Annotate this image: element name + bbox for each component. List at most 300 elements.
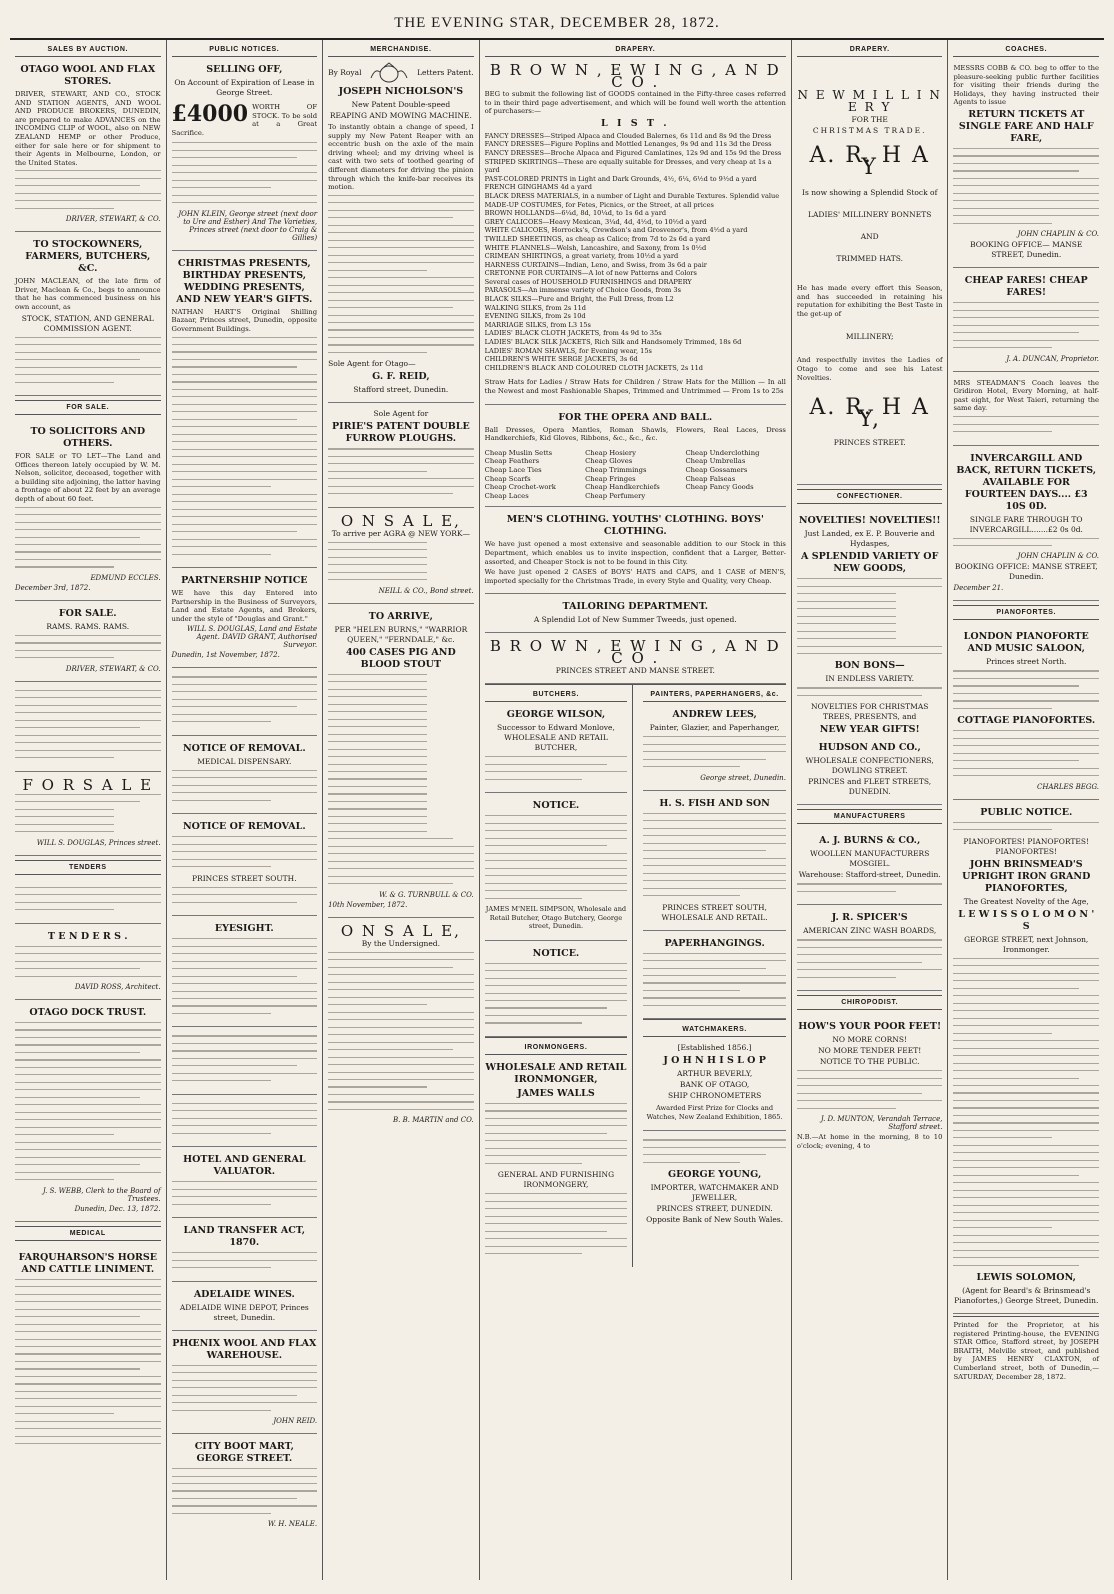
advert-body: We have just opened a most extensive and seasonable addition to our Stock in this Department, which enables us to invite inspection, confident that a Larger, Better-assorted, and Cheaper Stock is not to be found in this City. bbox=[484, 540, 786, 566]
advert-subtitle: L I S T . bbox=[600, 117, 670, 129]
advert-title: NOTICE OF REMOVAL. bbox=[182, 821, 306, 833]
advert-title: F O R S A L E bbox=[22, 775, 154, 794]
advert-title: Sole Agent for bbox=[373, 409, 429, 419]
cheap-goods-cell: Cheap Umbrellas bbox=[685, 457, 746, 466]
advert-title: COTTAGE PIANOFORTES. bbox=[957, 715, 1096, 727]
column-heading: COACHES. bbox=[953, 40, 1099, 57]
column-sales-by-auction bbox=[10, 40, 167, 1580]
advert-burns-woollen bbox=[797, 828, 943, 905]
advert-title: WHOLESALE AND RETAIL IRONMONGER, bbox=[485, 1061, 627, 1085]
section-heading-for-sale: FOR SALE. bbox=[15, 400, 161, 415]
advert-invercargill bbox=[953, 446, 1099, 602]
text-lines bbox=[953, 670, 1099, 709]
text-lines bbox=[15, 794, 161, 833]
text-lines bbox=[172, 938, 318, 1014]
advert-title: HOTEL AND GENERAL VALUATOR. bbox=[183, 1154, 306, 1178]
advert-booking-office: BOOKING OFFICE— MANSE STREET, Dunedin. bbox=[970, 240, 1083, 260]
text-lines bbox=[953, 730, 1099, 776]
text-lines bbox=[953, 416, 1099, 432]
advert-body: FOR SALE or TO LET—The Land and Offices thereon lately occupied by W. M. Nelson, solicitor, deceased, together with a building site adjoining, the latter having a frontage of about 22 feet by an average depth of about 60 feet. bbox=[15, 452, 161, 503]
advert-selling-off bbox=[172, 57, 318, 251]
advert-brown-ewing-footer bbox=[485, 633, 786, 684]
advert-body: MESSRS COBB & CO. beg to offer to the pleasure-seeking public further facilities for visiting their friends during the Holidays, they having instructed their Agents to issue bbox=[953, 64, 1100, 107]
advert-james-walls bbox=[485, 1055, 628, 1267]
advert-subtitle: Painter, Glazier, and Paperhanger, bbox=[649, 723, 780, 733]
advert-medical-dispensary bbox=[172, 736, 318, 814]
advert-title: B R O W N , E W I N G , A N D C O . bbox=[489, 61, 781, 91]
advert-title: J. R. SPICER'S bbox=[831, 912, 908, 924]
advert-title: CHRISTMAS PRESENTS, BIRTHDAY PRESENTS, WEDDING PRESENTS, AND NEW YEAR'S GIFTS. bbox=[176, 257, 313, 305]
advert-signature: LEWIS SOLOMON, bbox=[976, 1272, 1076, 1284]
cheap-goods-cell: Cheap Falseas bbox=[685, 474, 736, 483]
text-lines bbox=[172, 1468, 318, 1514]
advert-subtitle: Just Landed, ex E. P. Bouverie and Hydaspes, bbox=[804, 529, 935, 549]
goods-list-item: LADIES' BLACK SILK JACKETS, Rich Silk and Handsomely Trimmed, 18s 6d bbox=[484, 338, 742, 347]
advert-subtitle: PIANOFORTES! PIANOFORTES! PIANOFORTES! bbox=[963, 836, 1090, 856]
text-lines bbox=[328, 674, 474, 885]
advert-body: We have just opened 2 CASES of BOYS' HATS and CAPS, and 1 CASE of MEN'S, imported specially for the Christmas Trade, in every Style and Quality, very Cheap. bbox=[484, 568, 786, 585]
advert-signature: WILL S. DOUGLAS, Princes street. bbox=[36, 838, 161, 847]
advert-title: TO SOLICITORS AND OTHERS. bbox=[30, 426, 146, 450]
advert-fish-and-son bbox=[643, 791, 786, 931]
advert-subtitle: NOVELTIES FOR CHRISTMAS TREES, PRESENTS, and bbox=[810, 702, 929, 722]
royal-crest-icon bbox=[367, 62, 411, 84]
advert-subtitle: To arrive per AGRA @ NEW YORK— bbox=[331, 528, 471, 538]
butchers-painters-section bbox=[485, 684, 786, 1266]
section-heading-pianofortes: PIANOFORTES. bbox=[953, 605, 1099, 620]
goods-list-item: BLACK DRESS MATERIALS, in a number of Light and Durable Textures. Splendid value bbox=[484, 191, 780, 200]
advert-subtitle: MEDICAL DISPENSARY. bbox=[197, 756, 292, 766]
advert-wool-flax-stores bbox=[15, 57, 161, 232]
price-figure: £4000 bbox=[171, 101, 249, 127]
advert-subtitle: STOCK, STATION, AND GENERAL COMMISSION AGENT. bbox=[21, 313, 154, 333]
cheap-goods-cell: Cheap Underclothing bbox=[685, 448, 760, 457]
advert-liniment bbox=[15, 1245, 161, 1457]
text-lines bbox=[797, 939, 943, 978]
text-lines bbox=[797, 687, 943, 696]
cheap-goods-cell: Cheap Lace Ties bbox=[484, 465, 542, 474]
advert-tailoring bbox=[485, 594, 786, 633]
advert-address: Opposite Bank of New South Wales. bbox=[646, 1215, 784, 1225]
text-lines bbox=[797, 883, 943, 892]
column-heading: MERCHANDISE. bbox=[328, 40, 474, 57]
advert-monumental-works bbox=[172, 668, 318, 735]
advert-signature: DRIVER, STEWART, & CO. bbox=[65, 215, 161, 224]
advert-subtitle: PRINCES STREET SOUTH. bbox=[192, 873, 297, 883]
advert-subtitle: PRINCES STREET AND MANSE STREET. bbox=[555, 666, 715, 676]
text-lines bbox=[172, 1181, 318, 1205]
cheap-goods-cell: Cheap Perfumery bbox=[585, 491, 646, 500]
advert-subtitle: CHRISTMAS TRADE. bbox=[812, 126, 927, 135]
patent-label: Letters Patent. bbox=[417, 68, 474, 77]
advert-name: A. R. H A Y, bbox=[809, 395, 930, 433]
advert-title: PHŒNIX WOOL AND FLAX WAREHOUSE. bbox=[172, 1337, 317, 1361]
goods-list-item: FRENCH GINGHAMS 4d a yard bbox=[484, 183, 593, 192]
advert-title: PAPERHANGINGS. bbox=[664, 937, 765, 949]
advert-to-arrive-turnbull bbox=[328, 604, 474, 918]
advert-subtitle: Warehouse: Stafford-street, Dunedin. bbox=[798, 870, 941, 880]
goods-list-item: CRIMEAN SHIRTINGS, a great variety, from 10½d a yard bbox=[484, 252, 679, 261]
advert-signature: JOHN CHAPLIN & CO. bbox=[1017, 552, 1100, 561]
cheap-goods-row bbox=[485, 475, 786, 484]
text-lines bbox=[172, 770, 318, 801]
advert-stockowners bbox=[15, 232, 161, 396]
goods-list-item: EVENING SILKS, from 2s 10d bbox=[484, 312, 586, 321]
advert-title: NOTICE. bbox=[532, 947, 580, 959]
advert-george-young bbox=[643, 1131, 786, 1232]
cheap-goods-cell: Cheap Gloves bbox=[585, 457, 633, 466]
advert-subtitle: A Splendid Lot of New Summer Tweeds, just opened. bbox=[533, 615, 737, 625]
advert-date: December 3rd, 1872. bbox=[15, 583, 91, 592]
section-heading-tenders: TENDERS bbox=[15, 860, 161, 875]
advert-title: PARTNERSHIP NOTICE bbox=[181, 575, 308, 587]
advert-clothing bbox=[485, 507, 786, 594]
goods-list-item: TWILLED SHEETINGS, as cheap as Calico; from 7d to 2s 6d a yard bbox=[484, 234, 711, 243]
column-merchandise bbox=[323, 40, 480, 1580]
advert-signature: NEILL & CO., Bond street. bbox=[378, 586, 474, 595]
goods-list-item: WHITE FLANNELS—Welsh, Lancashire, and Saxony, from 1s 0½d bbox=[484, 243, 707, 252]
advert-body: Ball Dresses, Opera Mantles, Roman Shawls, Flowers, Real Laces, Dress Handkerchiefs, Kid Gloves, Ribbons, &c., &c., &c. bbox=[484, 425, 786, 443]
advert-subtitle: NO MORE CORNS! bbox=[832, 1035, 908, 1045]
advert-subtitle: RAMS. RAMS. RAMS. bbox=[46, 621, 130, 631]
advert-subtitle: ARTHUR BEVERLY, bbox=[676, 1069, 753, 1079]
text-lines bbox=[953, 822, 1099, 831]
advert-subtitle: JAMES WALLS bbox=[517, 1087, 595, 1099]
cheap-goods-cell: Cheap Trimmings bbox=[585, 465, 647, 474]
advert-title: NOTICE OF REMOVAL. bbox=[182, 742, 306, 754]
advert-signature: G. F. REID, bbox=[372, 371, 430, 383]
advert-title: OTAGO DOCK TRUST. bbox=[29, 1006, 147, 1018]
advert-title: JOSEPH NICHOLSON'S bbox=[338, 86, 464, 97]
advert-title: LONDON PIANOFORTE AND MUSIC SALOON, bbox=[963, 631, 1089, 655]
advert-subtitle: PRINCES STREET, DUNEDIN. bbox=[656, 1204, 773, 1214]
column-heading: WATCHMAKERS. bbox=[643, 1019, 786, 1037]
advert-subtitle: SINGLE FARE THROUGH TO INVERCARGILL.......£2 0s 0d. bbox=[969, 514, 1083, 534]
text-lines bbox=[328, 195, 474, 353]
advert-cobb-and-co bbox=[953, 57, 1099, 268]
advert-subtitle: FOR THE bbox=[851, 115, 888, 124]
section-heading-manufacturers: MANUFACTURERS bbox=[797, 809, 943, 824]
advert-signature: JOHN KLEIN, George street (next door to Ure and Esther) And The Varieties, Princes street (next door to Craig & Gillies) bbox=[178, 209, 318, 242]
advert-signature: JAMES M'NEIL SIMPSON, Wholesale and Retail Butcher, Otago Butchery, George street, Dunedin. bbox=[485, 905, 627, 931]
advert-headline: 400 CASES PIG AND BLOOD STOUT bbox=[346, 646, 456, 670]
text-lines bbox=[15, 337, 161, 383]
advert-subtitle: BANK OF OTAGO, bbox=[679, 1080, 750, 1090]
column-heading: DRAPERY. bbox=[797, 40, 943, 57]
advert-address: WHOLESALE CONFECTIONERS, DOWLING STREET. bbox=[805, 756, 934, 776]
advert-john-hislop bbox=[643, 1037, 786, 1131]
text-lines bbox=[643, 953, 786, 1006]
cheap-goods-cell: Cheap Laces bbox=[484, 491, 529, 500]
advert-subtitle: REAPING AND MOWING MACHINE. bbox=[329, 111, 472, 120]
advert-address: (Agent for Beard's & Brinsmead's Pianofortes,) George Street, Dunedin. bbox=[954, 1286, 1099, 1306]
advert-subtitle: Princes street North. bbox=[986, 657, 1067, 667]
advert-gillies-street bbox=[172, 1095, 318, 1147]
text-lines bbox=[485, 815, 628, 898]
advert-title: N E W M I L L I N E R Y bbox=[797, 88, 942, 114]
advert-signature: J. D. MUNTON, Verandah Terrace, Stafford street. bbox=[820, 1115, 943, 1132]
text-lines bbox=[643, 813, 786, 896]
text-lines bbox=[643, 1139, 786, 1163]
advert-title: MEN'S CLOTHING. YOUTHS' CLOTHING. BOYS' CLOTHING. bbox=[506, 514, 764, 538]
advert-pirie-ploughs bbox=[328, 403, 474, 507]
column-heading: SALES BY AUCTION. bbox=[15, 40, 161, 57]
advert-date: Dunedin, Dec. 13, 1872. bbox=[74, 1204, 161, 1213]
advert-subtitle: NOTICE TO THE PUBLIC. bbox=[819, 1057, 920, 1067]
advert-tenders-2 bbox=[15, 924, 161, 1000]
advert-body: WE have this day Entered into Partnership in the Business of Surveyors, Land and Estate Agents, and Brokers, under the style of "Douglas and Grant." bbox=[171, 589, 318, 623]
advert-title: O N S A L E, bbox=[340, 921, 461, 940]
advert-phoenix-wool bbox=[172, 1331, 318, 1434]
advert-title: ANDREW LEES, bbox=[672, 709, 757, 721]
goods-list-item: Several cases of HOUSEHOLD FURNISHINGS and DRAPERY bbox=[484, 277, 692, 286]
cheap-goods-cell: Cheap Feathers bbox=[484, 457, 540, 466]
advert-subtitle: SHIP CHRONOMETERS bbox=[667, 1091, 762, 1101]
text-lines bbox=[953, 958, 1099, 1266]
advert-subtitle: IN ENDLESS VARIETY. bbox=[825, 674, 915, 684]
advert-cheap-fares bbox=[953, 268, 1099, 371]
advert-signature: J. S. WEBB, Clerk to the Board of Trustees. bbox=[42, 1186, 161, 1203]
advert-subtitle: PER "HELEN BURNS," "WARRIOR QUEEN," "FERNDALE," &c. bbox=[334, 624, 468, 644]
advert-subtitle: AMERICAN ZINC WASH BOARDS, bbox=[803, 926, 937, 936]
cheap-goods-cell: Cheap Muslin Setts bbox=[484, 448, 553, 457]
advert-title: T E N D E R S . bbox=[47, 930, 128, 942]
advert-title: OTAGO WOOL AND FLAX STORES. bbox=[20, 64, 156, 87]
advert-signature: CHARLES BEGG. bbox=[1037, 782, 1100, 791]
advert-paperhangings bbox=[643, 931, 786, 1020]
advert-title: GEORGE WILSON, bbox=[506, 709, 606, 721]
text-lines bbox=[643, 736, 786, 767]
advert-on-sale-martin bbox=[328, 918, 474, 1133]
text-lines bbox=[172, 676, 318, 722]
text-lines bbox=[172, 887, 318, 903]
advert-title: O N S A L E, bbox=[340, 511, 461, 530]
advert-signature: W. H. NEALE. bbox=[267, 1520, 318, 1529]
advert-body: He has made every effort this Season, and has succeeded in retaining his reputation for exhibiting the Best Taste in the get-up of bbox=[796, 284, 943, 318]
advert-adelaide-wines bbox=[172, 1282, 318, 1331]
advert-body: Is now showing a Splendid Stock of bbox=[802, 188, 938, 197]
text-lines bbox=[328, 952, 474, 1110]
advert-address: Stafford street, Dunedin. bbox=[353, 385, 449, 395]
advert-item: LADIES' MILLINERY BONNETS bbox=[808, 210, 932, 219]
text-lines bbox=[15, 170, 161, 209]
advert-title: J O H N H I S L O P bbox=[663, 1055, 766, 1067]
advert-title: TO STOCKOWNERS, FARMERS, BUTCHERS, &C. bbox=[25, 239, 151, 275]
cheap-goods-cell: Cheap Handkerchiefs bbox=[585, 483, 660, 492]
advert-body: JOHN MACLEAN, of the late firm of Driver, Maclean & Co., begs to announce that he has commenced business on his own account, as bbox=[15, 277, 161, 312]
goods-list-item: FANCY DRESSES—Figure Poplins and Mottled Lenanges, 9s 9d and 11s 3d the Dress bbox=[484, 140, 772, 149]
advert-wilson-barrister bbox=[172, 1027, 318, 1094]
cheap-goods-cell: Cheap Scarfs bbox=[484, 474, 531, 483]
advert-subtitle: NEW YEAR GIFTS! bbox=[819, 724, 920, 736]
newspaper-columns bbox=[10, 40, 1104, 1580]
advert-subtitle: GEORGE STREET, next Johnson, Ironmonger. bbox=[964, 934, 1089, 954]
advert-tenders-1 bbox=[15, 879, 161, 924]
advert-date: 10th November, 1872. bbox=[328, 900, 408, 909]
advert-signature: DAVID ROSS, Architect. bbox=[74, 982, 161, 991]
goods-list-item: CRETONNE FOR CURTAINS—A lot of new Patterns and Colors bbox=[484, 269, 697, 278]
text-lines bbox=[328, 448, 474, 494]
cheap-goods-cell bbox=[685, 492, 785, 501]
advert-note: N.B.—At home in the morning, 8 to 10 o'clock; evening, 4 to bbox=[796, 1133, 943, 1150]
advert-title: EYESIGHT. bbox=[214, 923, 274, 935]
printer-imprint: Printed for the Proprietor, at his registered Printing-house, the EVENING STAR Office, Stafford street, by JOSEPH BRAITH, Melville street, and published by JAMES HENRY CLAXTON, of Cumberland street, both of Dunedin,—SATURDAY, December 28, 1872. bbox=[953, 1316, 1099, 1381]
advert-address: PRINCES STREET. bbox=[833, 438, 906, 448]
advert-title: H. S. FISH AND SON bbox=[659, 797, 770, 809]
column-coaches bbox=[948, 40, 1104, 1580]
advert-begg-pianofortes bbox=[953, 624, 1099, 799]
column-drapery-brown-ewing bbox=[480, 40, 792, 1580]
cheap-goods-row bbox=[485, 457, 786, 466]
cheap-goods-cell: Cheap Gossamers bbox=[685, 465, 748, 474]
advert-title: B R O W N , E W I N G , A N D C O . bbox=[489, 637, 781, 668]
advert-name: L E W I S S O L O M O N ' S bbox=[958, 908, 1095, 932]
advert-body: To instantly obtain a change of speed, I supply my New Patent Reaper with an eccentric bush on the axle of the main driving wheel; and my driving wheel is cast with two sets of toothed gearing of different diameters for driving the pinion through which the knife-bar receives its motion. bbox=[328, 123, 474, 192]
advert-title: GEORGE YOUNG, bbox=[667, 1169, 762, 1181]
advert-subtitle: WOOLLEN MANUFACTURERS MOSGIEL. bbox=[810, 849, 930, 869]
advert-notice-simpson bbox=[485, 793, 628, 940]
advert-title: LAND TRANSFER ACT, 1870. bbox=[183, 1225, 306, 1249]
cheap-goods-row bbox=[485, 466, 786, 475]
text-lines bbox=[485, 756, 628, 780]
text-lines bbox=[15, 690, 161, 758]
advert-new-millinery bbox=[797, 57, 943, 485]
text-lines bbox=[15, 946, 161, 977]
advert-address: PRINCES and FLEET STREETS, DUNEDIN. bbox=[808, 777, 932, 797]
goods-list-item: PAST-COLORED PRINTS in Light and Dark Grounds, 4½, 6¼, 6½d to 9½d a yard bbox=[484, 174, 757, 183]
advert-on-sale-neill bbox=[328, 508, 474, 604]
advert-rams bbox=[15, 601, 161, 682]
advert-name: HUDSON AND CO., bbox=[818, 742, 921, 754]
advert-title: CHEAP FARES! CHEAP FARES! bbox=[964, 275, 1088, 299]
column-heading: PAINTERS, PAPERHANGERS, &c. bbox=[643, 685, 786, 702]
advert-subtitle: Successor to Edward Monlove, WHOLESALE AND RETAIL BUTCHER, bbox=[497, 723, 615, 753]
text-lines bbox=[172, 142, 318, 203]
advert-title: JOHN BRINSMEAD'S UPRIGHT IRON GRAND PIANOFORTES, bbox=[962, 858, 1091, 894]
advert-boot-mart bbox=[172, 1434, 318, 1536]
goods-list-item: BLACK SILKS—Pure and Bright, the Full Dress, from L2 bbox=[484, 295, 674, 304]
advert-opera-ball bbox=[485, 405, 786, 508]
advert-title: ADELAIDE WINES. bbox=[193, 1288, 295, 1300]
cheap-goods-table bbox=[485, 449, 786, 501]
advert-eyesight bbox=[172, 916, 318, 1027]
advert-george-wilson bbox=[485, 702, 628, 793]
advert-signature: George street, Dunedin. bbox=[700, 773, 786, 782]
goods-list-item: LADIES' ROMAN SHAWLS, for Evening wear, 15s bbox=[484, 346, 652, 355]
butchers-column bbox=[485, 685, 634, 1266]
column-heading: IRONMONGERS. bbox=[485, 1037, 628, 1055]
advert-and: AND bbox=[860, 232, 879, 241]
straw-hats-line: Straw Hats for Ladies / Straw Hats for Children / Straw Hats for the Million — In all the Newest and most Fashionable Shapes, Trimmed and Untrimmed — From 1s to 25s bbox=[484, 378, 786, 395]
advert-subtitle: PIRIE'S PATENT DOUBLE FURROW PLOUGHS. bbox=[332, 421, 470, 445]
text-lines bbox=[953, 148, 1099, 224]
advert-subtitle: ADELAIDE WINE DEPOT, Princes street, Dunedin. bbox=[179, 1302, 309, 1322]
advert-title: FOR THE OPERA AND BALL. bbox=[558, 411, 713, 423]
text-lines bbox=[15, 507, 161, 568]
advert-title: RETURN TICKETS AT SINGLE FARE AND HALF FARE, bbox=[958, 108, 1094, 144]
advert-brown-ewing-list bbox=[485, 57, 786, 405]
advert-signature: W. & G. TURNBULL & CO. bbox=[379, 890, 474, 899]
advert-body: DRIVER, STEWART, AND CO., STOCK AND STATION AGENTS, AND WOOL AND PRODUCE BROKERS, DUNEDIN, are prepared to make ADVANCES on the INCOMING CLIP of WOOL, also on NEW ZEALAND HEMP or other Produce, either for sale here or for shipment to their Agents in Melbourne, London, or the United States. bbox=[15, 90, 161, 167]
advert-name: A. R. H A Y bbox=[809, 143, 930, 180]
advert-subtitle: IMPORTER, WATCHMAKER AND JEWELLER, bbox=[650, 1183, 779, 1203]
advert-title: NOTICE. bbox=[532, 800, 580, 812]
royal-label: By Royal bbox=[328, 68, 362, 77]
advert-title: FOR SALE. bbox=[58, 607, 117, 619]
advert-for-sale-shares bbox=[15, 772, 161, 856]
advert-partnership bbox=[172, 568, 318, 668]
advert-signature: J. A. DUNCAN, Proprietor. bbox=[1006, 354, 1100, 363]
cheap-goods-row bbox=[485, 449, 786, 458]
goods-list-item: GREY CALICOES—Heavy Mexican, 3¼d, 4d, 4½d, to 10½d a yard bbox=[484, 217, 707, 226]
advert-award: Awarded First Prize for Clocks and Watches, New Zealand Exhibition, 1865. bbox=[646, 1104, 783, 1121]
cheap-goods-cell: Cheap Fancy Goods bbox=[685, 483, 754, 492]
goods-list-item: PARASOLS—An immense variety of Choice Goods, from 3s bbox=[484, 286, 681, 295]
text-lines bbox=[15, 635, 161, 659]
advert-notice-josling bbox=[485, 941, 628, 1037]
advert-body: BEG to submit the following list of GOODS contained in the Fifty-three cases referred to in their third page advertisement, and which will be found well worth the attention of purchasers:— bbox=[484, 90, 786, 116]
cheap-goods-row bbox=[485, 483, 786, 492]
advert-subtitle: The Greatest Novelty of the Age, bbox=[963, 896, 1089, 906]
cheap-goods-cell: Cheap Fringes bbox=[585, 474, 636, 483]
text-lines bbox=[15, 887, 161, 911]
goods-list-item: FANCY DRESSES—Broche Alpaca and Figured Camlatines, 12s 9d and 15s 9d the Dress bbox=[484, 148, 782, 157]
text-lines bbox=[328, 542, 474, 581]
advert-andrew-lees bbox=[643, 702, 786, 790]
goods-list-item: LADIES' BLACK CLOTH JACKETS, from 4s 9d to 35s bbox=[484, 329, 662, 338]
cheap-goods-cell: Cheap Crochet-work bbox=[484, 483, 556, 492]
advert-body: And respectfully invites the Ladies of Otago to come and see his Latest Novelties. bbox=[796, 356, 943, 382]
text-lines bbox=[797, 578, 943, 654]
advert-title: INVERCARGILL AND BACK, RETURN TICKETS, AVAILABLE FOR FOURTEEN DAYS.... £3 10S 0D. bbox=[956, 452, 1097, 512]
advert-title: SELLING OFF, bbox=[206, 64, 283, 75]
section-heading-chiropodist: CHIROPODIST. bbox=[797, 995, 943, 1010]
advert-title: HOW'S YOUR POOR FEET! bbox=[798, 1021, 942, 1033]
advert-munton-chiropodist bbox=[797, 1014, 943, 1158]
advert-subtitle: Sole Agent for Otago— bbox=[328, 359, 416, 369]
text-lines bbox=[172, 1103, 318, 1134]
advert-solomon-pianofortes bbox=[953, 800, 1099, 1314]
goods-list bbox=[485, 132, 786, 373]
advert-land-transfer bbox=[172, 1218, 318, 1281]
text-lines bbox=[172, 1035, 318, 1081]
column-public-notices bbox=[167, 40, 324, 1580]
advert-body: WORTH OF STOCK. To be sold at a Great Sacrifice. bbox=[171, 103, 318, 137]
painters-column bbox=[643, 685, 786, 1266]
cheap-goods-cell: Cheap Hosiery bbox=[585, 448, 637, 457]
text-lines bbox=[485, 1193, 628, 1254]
section-heading-medical: MEDICAL bbox=[15, 1226, 161, 1241]
advert-signature: WILL S. DOUGLAS, Land and Estate Agent. DAVID GRANT, Authorised Surveyor. bbox=[187, 625, 318, 650]
advert-signature: DRIVER, STEWART, & CO. bbox=[65, 664, 161, 673]
goods-list-item: WALKING SILKS, from 2s 11d bbox=[484, 303, 586, 312]
section-heading-confectioner: CONFECTIONER. bbox=[797, 489, 943, 504]
advert-item: TRIMMED HATS. bbox=[836, 254, 904, 263]
advert-title: A SPLENDID VARIETY OF NEW GOODS, bbox=[801, 551, 939, 575]
masthead bbox=[10, 0, 1104, 40]
text-lines bbox=[485, 963, 628, 1024]
text-lines bbox=[15, 1279, 161, 1445]
advert-spicer-wash-boards bbox=[797, 905, 943, 991]
goods-list-item: FANCY DRESSES—Striped Alpaca and Clouded Balernes, 6s 11d and 8s 9d the Dress bbox=[484, 131, 772, 140]
column-heading: BUTCHERS. bbox=[485, 685, 628, 702]
goods-list-item: WHITE CALICOES, Horrocks's, Crewdson's and Grosvenor's, from 4½d a yard bbox=[484, 226, 748, 235]
advert-hotel-valuator bbox=[172, 1147, 318, 1218]
goods-list-item: BROWN HOLLANDS—6¼d, 8d, 10¼d, to 1s 6d a yard bbox=[484, 209, 667, 218]
advert-booking-office: BOOKING OFFICE: MANSE STREET, Dunedin. bbox=[954, 562, 1098, 582]
advert-dock-trust bbox=[15, 1000, 161, 1222]
goods-list-item: MARRIAGE SILKS, from L3 15s bbox=[484, 320, 591, 329]
